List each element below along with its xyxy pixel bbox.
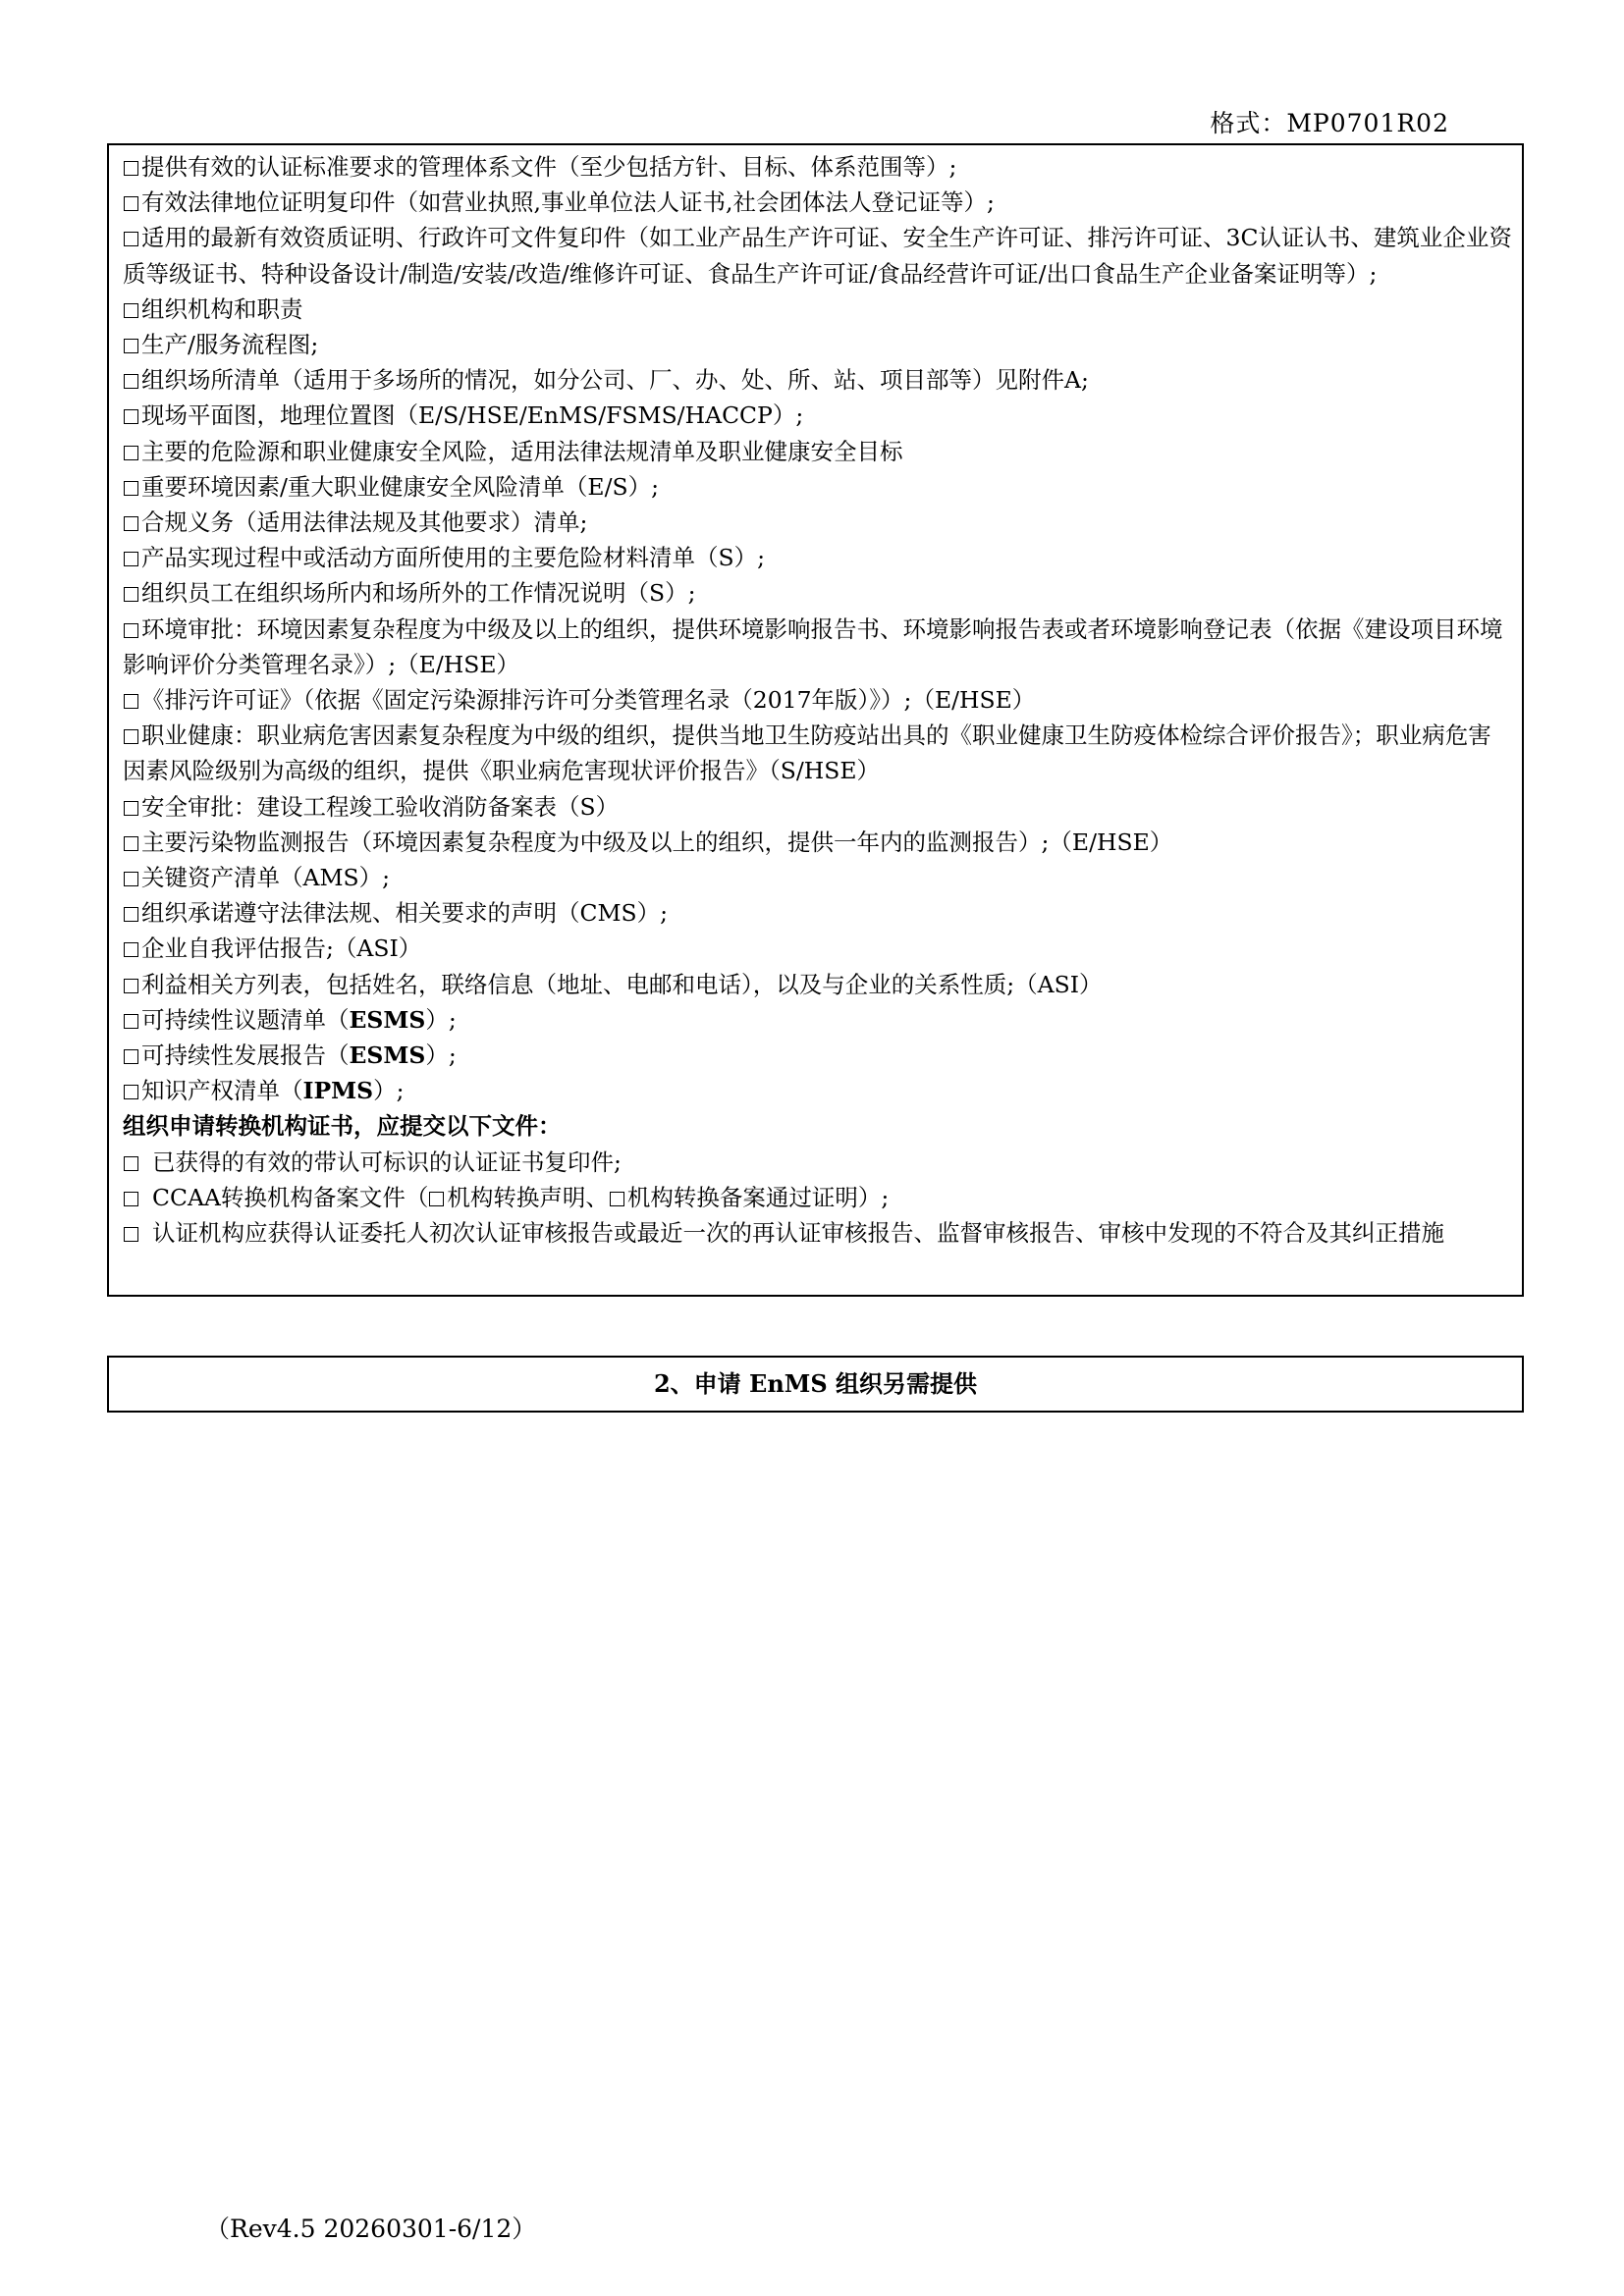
checklist-item-ip-list: 知识产权清单（IPMS）; bbox=[123, 1073, 1512, 1108]
checklist-item-sustainability-report: 可持续性发展报告（ESMS）; bbox=[123, 1038, 1512, 1073]
checklist-item-discharge-permit: 《排污许可证》（依据《固定污染源排污许可分类管理名录（2017年版）》）;（E/HSE） bbox=[123, 682, 1512, 718]
checklist-item-safety-approval: 安全审批：建设工程竣工验收消防备案表（S） bbox=[123, 789, 1512, 825]
checkbox[interactable] bbox=[124, 801, 138, 816]
checklist-item-compliance-statement: 组织承诺遵守法律法规、相关要求的声明（CMS）; bbox=[123, 895, 1512, 931]
checklist-item-qualification-certificates: 适用的最新有效资质证明、行政许可文件复印件（如工业产品生产许可证、安全生产许可证、排污许可证、3C认证认书、建筑业企业资质等级证书、特种设备设计/制造/安装/改造/维修许可证、食品生产许可证/食品经营许可证/出口食品生产企业备案证明等）; bbox=[123, 224, 1512, 288]
checkbox[interactable] bbox=[124, 481, 138, 496]
checklist-item-site-plan: 现场平面图，地理位置图（E/S/HSE/EnMS/FSMS/HACCP）; bbox=[123, 398, 1512, 433]
checklist-item-environmental-aspects: 重要环境因素/重大职业健康安全风险清单（E/S）; bbox=[123, 469, 1512, 505]
checkbox[interactable] bbox=[124, 694, 138, 709]
checklist-item-pollutant-monitoring: 主要污染物监测报告（环境因素复杂程度为中级及以上的组织，提供一年内的监测报告）;（E/HSE） bbox=[123, 825, 1512, 860]
checklist-item-hazardous-materials: 产品实现过程中或活动方面所使用的主要危险材料清单（S）; bbox=[123, 540, 1512, 575]
checkbox[interactable] bbox=[124, 836, 138, 851]
checkbox[interactable] bbox=[124, 552, 138, 566]
transfer-item-audit-reports: 认证机构应获得认证委托人初次认证审核报告或最近一次的再认证审核报告、监督审核报告、审核中发现的不符合及其纠正措施 bbox=[123, 1215, 1512, 1251]
checklist-item-management-system-docs: 提供有效的认证标准要求的管理体系文件（至少包括方针、目标、体系范围等）; bbox=[123, 149, 1512, 185]
checkbox[interactable] bbox=[124, 872, 138, 886]
section-enms-header: 2、申请 EnMS 组织另需提供 bbox=[107, 1356, 1524, 1413]
checkbox[interactable] bbox=[124, 907, 138, 922]
checkbox[interactable] bbox=[124, 729, 138, 744]
transfer-heading: 组织申请转换机构证书，应提交以下文件： bbox=[123, 1112, 562, 1141]
checkbox[interactable] bbox=[124, 623, 138, 638]
checklist-item-stakeholders: 利益相关方列表，包括姓名，联络信息（地址、电邮和电话），以及与企业的关系性质;（ASI） bbox=[123, 967, 1512, 1002]
checkbox[interactable] bbox=[124, 1085, 138, 1099]
checklist-item-work-description: 组织员工在组织场所内和场所外的工作情况说明（S）; bbox=[123, 575, 1512, 611]
form-code: 格式：MP0701R02 bbox=[1210, 109, 1449, 137]
checklist-item-compliance-obligations: 合规义务（适用法律法规及其他要求）清单; bbox=[123, 505, 1512, 540]
transfer-item-certificate: 已获得的有效的带认可标识的认证证书复印件; bbox=[123, 1145, 1512, 1180]
checkbox[interactable] bbox=[124, 339, 138, 353]
checkbox[interactable] bbox=[124, 232, 138, 246]
checkbox[interactable] bbox=[124, 409, 138, 424]
checkbox[interactable] bbox=[429, 1192, 444, 1206]
checkbox[interactable] bbox=[124, 1227, 138, 1242]
checkbox[interactable] bbox=[124, 942, 138, 957]
checklist-item-environmental-approval: 环境审批：环境因素复杂程度为中级及以上的组织，提供环境影响报告书、环境影响报告表或者环境影响登记表（依据《建设项目环境影响评价分类管理名录》）;（E/HSE） bbox=[123, 614, 1503, 678]
checklist-item-occupational-health: 职业健康：职业病危害因素复杂程度为中级的组织，提供当地卫生防疫站出具的《职业健康卫生防疫体检综合评价报告》；职业病危害因素风险级别为高级的组织，提供《职业病危害现状评价报告》（S/HSE） bbox=[123, 721, 1491, 785]
transfer-item-ccaa-filing: CCAA转换机构备案文件（ 机构转换声明、 机构转换备案通过证明）; bbox=[123, 1180, 1512, 1215]
checklist-item-self-assessment: 企业自我评估报告;（ASI） bbox=[123, 931, 1512, 966]
checkbox[interactable] bbox=[610, 1192, 624, 1206]
checkbox[interactable] bbox=[124, 1192, 138, 1206]
checklist bbox=[109, 145, 1522, 1251]
checkbox[interactable] bbox=[124, 1014, 138, 1029]
checkbox[interactable] bbox=[124, 374, 138, 389]
checkbox[interactable] bbox=[124, 196, 138, 211]
checkbox[interactable] bbox=[124, 587, 138, 602]
checkbox[interactable] bbox=[124, 1049, 138, 1064]
checklist-item-legal-status: 有效法律地位证明复印件（如营业执照,事业单位法人证书,社会团体法人登记证等）; bbox=[123, 185, 1512, 220]
checklist-item-site-list: 组织场所清单（适用于多场所的情况，如分公司、厂、办、处、所、站、项目部等）见附件A; bbox=[123, 362, 1512, 398]
revision-footer: （Rev4.5 20260301-6/12） bbox=[205, 2215, 537, 2243]
checklist-item-process-flow: 生产/服务流程图; bbox=[123, 327, 1512, 362]
checklist-item-organization-structure: 组织机构和职责 bbox=[123, 292, 1512, 327]
checkbox[interactable] bbox=[124, 446, 138, 460]
checkbox[interactable] bbox=[124, 161, 138, 176]
checklist-item-sustainability-topics: 可持续性议题清单（ESMS）; bbox=[123, 1002, 1512, 1038]
checkbox[interactable] bbox=[124, 979, 138, 993]
checkbox[interactable] bbox=[124, 516, 138, 531]
checkbox[interactable] bbox=[124, 303, 138, 318]
document-checklist-box bbox=[107, 143, 1524, 1297]
checklist-item-hazards-risks: 主要的危险源和职业健康安全风险，适用法律法规清单及职业健康安全目标 bbox=[123, 434, 1512, 469]
checkbox[interactable] bbox=[124, 1156, 138, 1171]
checklist-item-key-assets: 关键资产清单（AMS）; bbox=[123, 860, 1512, 895]
